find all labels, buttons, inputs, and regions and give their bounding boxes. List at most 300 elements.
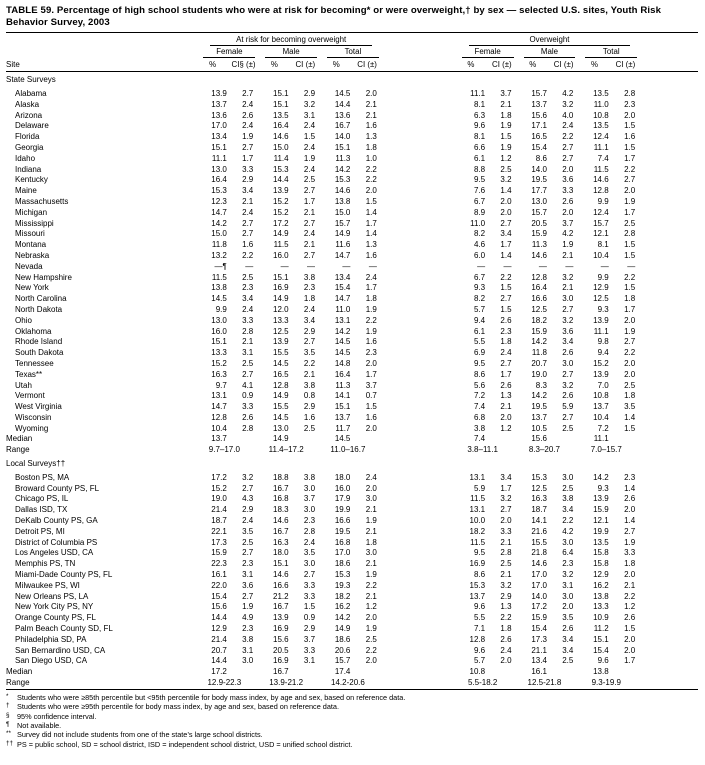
pct-cell: 16.2	[593, 580, 609, 590]
pct-cell: 11.6	[335, 240, 351, 250]
pct-cell: 11.2	[593, 624, 609, 634]
pct-cell: 11.7	[335, 423, 351, 433]
pct-cell: 8.6	[474, 369, 486, 379]
ci-cell: 2.7	[242, 88, 254, 98]
range-value: 12.9-22.3	[207, 678, 242, 688]
ci-cell: 3.2	[562, 315, 574, 325]
ci-cell: 0.8	[303, 391, 316, 401]
site-cell: South Dakota	[15, 348, 64, 358]
ci-cell: 1.9	[365, 326, 377, 336]
ci-cell: 2.5	[562, 483, 574, 493]
ci-cell: 2.7	[242, 591, 254, 601]
subheader-total-2: Total	[585, 47, 637, 58]
ci-cell: 3.1	[303, 656, 316, 666]
pct-cell: 14.7	[334, 294, 351, 304]
pct-cell: 14.5	[273, 358, 289, 368]
pct-cell: 11.1	[470, 88, 486, 98]
ci-cell: 2.4	[365, 272, 377, 282]
pct-cell: 14.4	[273, 175, 289, 185]
pct-cell: 17.0	[211, 121, 227, 131]
column-gap	[384, 197, 457, 208]
ci-cell: 1.9	[624, 326, 636, 336]
pct-cell: 15.3	[469, 580, 486, 590]
ci-cell: 2.4	[303, 229, 316, 239]
pct-cell: 8.6	[474, 570, 486, 580]
range-value: 7.0–15.7	[590, 445, 622, 455]
ci-cell: 3.3	[242, 164, 254, 174]
site-cell: Montana	[15, 240, 47, 250]
ci-cell: 1.7	[365, 283, 377, 293]
column-gap	[384, 570, 457, 581]
pct-cell: 11.1	[211, 153, 227, 163]
ci-cell: 2.1	[365, 110, 377, 120]
pct-cell: 13.3	[211, 348, 227, 358]
ci-cell: 2.1	[242, 196, 254, 206]
median-row	[6, 434, 698, 445]
pct-cell: 9.6	[474, 602, 486, 612]
pct-cell: 9.4	[474, 315, 486, 325]
column-gap	[384, 413, 457, 424]
pct-cell: 15.2	[593, 358, 609, 368]
pct-cell: 15.3	[211, 186, 227, 196]
ci-column-header: CI§ (±)	[227, 58, 260, 72]
pct-cell: 15.0	[211, 229, 227, 239]
ci-cell: 1.9	[365, 304, 377, 314]
ci-cell: 2.0	[624, 645, 636, 655]
pct-cell: 18.2	[469, 526, 486, 536]
ci-cell: 2.8	[500, 548, 512, 558]
table-row	[6, 505, 698, 516]
ci-cell: 2.4	[303, 164, 316, 174]
pct-cell: 6.0	[474, 250, 486, 260]
column-gap	[384, 316, 457, 327]
pct-cell: 15.2	[273, 196, 289, 206]
ci-column-header: CI (±)	[289, 58, 322, 72]
ci-cell: 2.5	[562, 656, 574, 666]
column-gap	[384, 240, 457, 251]
pct-cell: 13.4	[531, 656, 547, 666]
ci-cell: 2.9	[303, 624, 316, 634]
table-row	[6, 646, 698, 657]
pct-cell: 17.0	[531, 570, 547, 580]
column-gap	[384, 251, 457, 262]
ci-cell: 3.4	[562, 505, 574, 515]
site-cell: Orange County PS, FL	[15, 613, 96, 623]
ci-cell: 3.7	[303, 634, 316, 644]
ci-cell: 2.7	[303, 337, 316, 347]
subgroup-header-row	[6, 46, 698, 58]
pct-cell: 15.9	[531, 326, 547, 336]
column-gap	[384, 470, 457, 484]
ci-cell: 1.2	[365, 602, 377, 612]
pct-cell: 7.4	[474, 402, 486, 412]
ci-cell: 2.2	[562, 516, 574, 526]
site-cell: District of Columbia PS	[15, 537, 98, 547]
ci-cell: 3.0	[562, 358, 574, 368]
footnote-marker: *	[6, 692, 9, 700]
table-row	[6, 516, 698, 527]
pct-cell: 13.9	[593, 369, 609, 379]
pct-column-header: %	[457, 58, 485, 72]
pct-cell: 12.8	[593, 186, 609, 196]
pct-cell: 16.9	[273, 624, 289, 634]
ci-cell: 3.7	[562, 218, 574, 228]
pct-cell: 15.1	[273, 272, 289, 282]
ci-cell: 2.0	[365, 483, 377, 493]
ci-cell: 1.7	[624, 656, 636, 666]
ci-cell: 2.5	[562, 423, 574, 433]
column-gap	[384, 678, 457, 689]
pct-cell: 15.6	[211, 602, 227, 612]
ci-cell: 2.4	[242, 99, 254, 109]
pct-cell: 14.0	[531, 164, 547, 174]
table-row	[6, 262, 698, 273]
pct-cell: 15.3	[273, 164, 289, 174]
pct-cell: 20.5	[273, 645, 289, 655]
ci-cell: 2.5	[365, 634, 377, 644]
ci-cell: 2.1	[303, 207, 316, 217]
pct-cell: 9.3	[474, 283, 486, 293]
ci-cell: 4.2	[562, 88, 574, 98]
pct-cell: 15.5	[531, 537, 547, 547]
ci-cell: 2.2	[500, 613, 512, 623]
pct-cell: 19.5	[334, 526, 351, 536]
ci-cell: 3.2	[242, 472, 254, 482]
pct-cell: 13.1	[334, 315, 351, 325]
pct-cell: 9.7	[215, 380, 227, 390]
table-row	[6, 359, 698, 370]
ci-cell: 4.2	[562, 526, 574, 536]
pct-cell: 16.7	[273, 602, 289, 612]
data-table	[6, 32, 698, 690]
column-gap	[384, 111, 457, 122]
pct-cell: 17.3	[531, 634, 547, 644]
ci-cell: 2.5	[303, 175, 316, 185]
ci-cell: 1.5	[500, 283, 512, 293]
pct-cell: 16.6	[273, 580, 289, 590]
table-row	[6, 592, 698, 603]
pct-cell: 18.6	[334, 634, 351, 644]
ci-cell: 2.7	[242, 142, 254, 152]
pct-cell: 6.3	[474, 110, 486, 120]
pct-cell: 9.9	[597, 272, 609, 282]
ci-column-header: CI (±)	[485, 58, 518, 72]
ci-cell: 3.0	[562, 591, 574, 601]
ci-cell: 2.0	[500, 196, 512, 206]
ci-cell: —	[627, 261, 636, 271]
pct-cell: —	[280, 261, 289, 271]
ci-cell: 2.0	[562, 602, 574, 612]
ci-cell: 2.7	[242, 229, 254, 239]
pct-cell: 13.9	[273, 337, 289, 347]
ci-cell: 1.6	[365, 337, 377, 347]
pct-cell: 13.7	[531, 99, 547, 109]
site-cell: New York	[15, 283, 49, 293]
ci-cell: 1.5	[365, 196, 377, 206]
pct-cell: 11.1	[593, 326, 609, 336]
ci-cell: 2.1	[365, 99, 377, 109]
pct-cell: 16.3	[531, 494, 547, 504]
pct-cell: 7.4	[597, 153, 609, 163]
pct-cell: 13.5	[593, 537, 609, 547]
pct-cell: 8.6	[535, 153, 547, 163]
site-cell: Dallas ISD, TX	[15, 505, 68, 515]
pct-cell: 9.5	[474, 358, 486, 368]
pct-cell: 11.5	[273, 240, 289, 250]
column-gap	[384, 484, 457, 495]
ci-cell: 2.0	[365, 358, 377, 368]
site-cell: Palm Beach County SD, FL	[15, 624, 113, 634]
column-gap	[384, 121, 457, 132]
pct-cell: 15.1	[334, 402, 351, 412]
table-body	[6, 72, 698, 690]
table-row	[6, 208, 698, 219]
pct-cell: 13.7	[593, 402, 609, 412]
ci-cell: 6.4	[562, 548, 574, 558]
pct-cell: 6.7	[474, 196, 486, 206]
pct-cell: 15.1	[273, 99, 289, 109]
pct-cell: 18.8	[273, 472, 289, 482]
ci-cell: —	[368, 261, 377, 271]
ci-cell: —	[565, 261, 574, 271]
ci-cell: 3.7	[303, 494, 316, 504]
site-cell: Chicago PS, IL	[15, 494, 69, 504]
table-row	[6, 635, 698, 646]
pct-cell: 9.3	[597, 304, 609, 314]
ci-cell: 1.8	[365, 294, 377, 304]
footnote	[6, 721, 698, 730]
ci-cell: 3.3	[242, 315, 254, 325]
site-cell: Rhode Island	[15, 337, 63, 347]
median-row	[6, 667, 698, 678]
pct-cell: 15.9	[593, 505, 609, 515]
pct-cell: 14.9	[273, 294, 289, 304]
ci-cell: 2.2	[242, 250, 254, 260]
footnote-text: PS = public school, SD = school district, ISD = independent school district, USD = unified school district.	[17, 739, 353, 749]
ci-cell: 2.0	[365, 88, 377, 98]
pct-cell: 13.8	[593, 591, 609, 601]
pct-cell: 16.0	[273, 250, 289, 260]
table-row	[6, 154, 698, 165]
ci-cell: 1.7	[303, 196, 316, 206]
ci-cell: 2.0	[365, 423, 377, 433]
range-value: 8.3–20.7	[528, 445, 560, 455]
subheader-male-2: Male	[524, 47, 576, 58]
ci-cell: 3.4	[562, 634, 574, 644]
section-row	[6, 72, 698, 86]
ci-cell: 3.8	[303, 380, 316, 390]
ci-cell: 2.3	[562, 559, 574, 569]
table-row	[6, 602, 698, 613]
pct-cell: 15.3	[531, 472, 547, 482]
ci-cell: 2.7	[242, 218, 254, 228]
pct-cell: 16.6	[531, 294, 547, 304]
ci-cell: 1.8	[365, 142, 377, 152]
pct-cell: 16.0	[334, 483, 351, 493]
table-row	[6, 165, 698, 176]
ci-cell: 3.3	[303, 591, 316, 601]
ci-cell: 1.6	[624, 132, 636, 142]
pct-cell: 18.7	[211, 516, 227, 526]
ci-cell: 1.9	[500, 121, 512, 131]
pct-cell: 15.4	[593, 645, 609, 655]
ci-cell: 2.6	[624, 613, 636, 623]
pct-cell: 14.2	[334, 164, 351, 174]
ci-cell: 1.3	[500, 391, 512, 401]
median-value: 13.7	[211, 434, 227, 444]
ci-cell: 3.0	[242, 656, 254, 666]
pct-cell: 6.1	[474, 153, 486, 163]
pct-cell: 6.6	[474, 142, 486, 152]
pct-cell: 14.2	[593, 472, 609, 482]
ci-cell: 2.7	[303, 218, 316, 228]
ci-cell: 2.5	[242, 272, 254, 282]
site-cell: Kentucky	[15, 175, 48, 185]
ci-cell: 3.2	[500, 175, 512, 185]
pct-cell: 8.1	[474, 132, 486, 142]
pct-cell: 18.7	[531, 505, 547, 515]
range-value: 13.9-21.2	[269, 678, 304, 688]
ci-cell: 2.1	[365, 591, 377, 601]
column-gap	[384, 538, 457, 549]
pct-cell: 12.8	[273, 380, 289, 390]
column-gap	[384, 143, 457, 154]
pct-cell: 11.8	[211, 240, 227, 250]
ci-cell: 1.9	[242, 132, 254, 142]
ci-cell: 1.4	[365, 207, 377, 217]
ci-cell: 3.1	[242, 645, 254, 655]
table-row	[6, 559, 698, 570]
ci-cell: 1.8	[624, 559, 636, 569]
ci-cell: 1.7	[500, 369, 512, 379]
site-cell: Wyoming	[15, 423, 49, 433]
median-value: 14.9	[273, 434, 289, 444]
ci-cell: 3.2	[562, 272, 574, 282]
ci-cell: 2.9	[303, 326, 316, 336]
ci-cell: 2.7	[500, 358, 512, 368]
pct-cell: 6.1	[474, 326, 486, 336]
ci-cell: 2.0	[624, 315, 636, 325]
ci-cell: 3.2	[562, 99, 574, 109]
site-cell: New Hampshire	[15, 272, 72, 282]
pct-cell: 18.3	[273, 505, 289, 515]
pct-cell: 12.0	[273, 304, 289, 314]
pct-cell: 13.1	[469, 472, 486, 482]
table-row	[6, 581, 698, 592]
ci-cell: 2.7	[562, 412, 574, 422]
range-label: Range	[6, 445, 30, 455]
pct-cell: 18.0	[273, 548, 289, 558]
table-row	[6, 424, 698, 435]
ci-cell: 2.6	[500, 380, 512, 390]
pct-cell: 16.1	[211, 570, 227, 580]
ci-cell: 4.2	[562, 229, 574, 239]
pct-cell: 9.3	[597, 483, 609, 493]
ci-cell: 3.4	[242, 186, 254, 196]
pct-cell: 9.6	[474, 121, 486, 131]
pct-cell: 14.6	[531, 559, 547, 569]
ci-cell: 2.1	[365, 505, 377, 515]
pct-cell: 14.5	[273, 412, 289, 422]
ci-cell: 2.0	[365, 186, 377, 196]
ci-cell: 2.8	[242, 423, 254, 433]
ci-cell: 1.8	[500, 110, 512, 120]
range-value: 3.8–11.1	[467, 445, 498, 455]
ci-cell: 2.1	[624, 580, 636, 590]
range-value: 9.3-19.9	[591, 678, 621, 688]
ci-cell: 2.8	[303, 526, 316, 536]
ci-cell: 2.3	[242, 283, 254, 293]
pct-cell: 16.9	[273, 283, 289, 293]
ci-cell: 1.5	[303, 132, 316, 142]
column-gap	[384, 294, 457, 305]
ci-cell: 1.9	[624, 537, 636, 547]
range-row	[6, 445, 698, 456]
pct-cell: 21.2	[273, 591, 289, 601]
ci-cell: 1.0	[365, 153, 377, 163]
table-row	[6, 283, 698, 294]
pct-cell: 14.5	[211, 294, 227, 304]
ci-cell: 2.1	[500, 537, 512, 547]
pct-cell: 20.7	[211, 645, 227, 655]
pct-cell: 15.1	[273, 559, 289, 569]
pct-cell: 15.4	[211, 591, 227, 601]
ci-cell: 2.1	[500, 99, 512, 109]
pct-cell: 18.2	[531, 315, 547, 325]
pct-cell: 5.5	[474, 613, 486, 623]
column-gap	[384, 154, 457, 165]
ci-cell: 2.4	[242, 207, 254, 217]
pct-cell: 4.6	[474, 240, 486, 250]
ci-cell: 3.2	[500, 494, 512, 504]
ci-cell: 0.9	[242, 391, 254, 401]
footnote-marker: ¶	[6, 721, 10, 729]
pct-cell: 12.5	[531, 304, 547, 314]
table-row	[6, 186, 698, 197]
measure-header-row	[6, 58, 698, 72]
ci-cell: 2.4	[303, 121, 316, 131]
pct-cell: 13.2	[211, 250, 227, 260]
pct-cell: 13.4	[211, 132, 227, 142]
ci-cell: 2.4	[500, 645, 512, 655]
site-cell: New York City PS, NY	[15, 602, 94, 612]
site-cell: North Carolina	[15, 294, 67, 304]
ci-cell: 2.7	[242, 369, 254, 379]
column-gap	[384, 505, 457, 516]
pct-cell: 14.7	[211, 207, 227, 217]
ci-cell: 2.6	[562, 348, 574, 358]
pct-cell: 15.6	[273, 634, 289, 644]
ci-cell: 1.9	[365, 624, 377, 634]
table-row	[6, 143, 698, 154]
ci-cell: 1.5	[303, 602, 316, 612]
pct-cell: 13.7	[531, 412, 547, 422]
ci-cell: 2.4	[365, 472, 377, 482]
column-gap	[384, 165, 457, 176]
pct-cell: 12.9	[593, 283, 609, 293]
ci-cell: 3.0	[562, 294, 574, 304]
ci-cell: 2.0	[624, 634, 636, 644]
pct-cell: 10.4	[593, 412, 609, 422]
ci-cell: 2.0	[624, 358, 636, 368]
column-gap	[384, 635, 457, 646]
ci-cell: 1.8	[500, 337, 512, 347]
column-gap	[384, 581, 457, 592]
ci-cell: 3.4	[242, 294, 254, 304]
footnote	[6, 693, 698, 702]
pct-cell: 19.3	[334, 580, 351, 590]
pct-cell: 11.4	[273, 153, 289, 163]
